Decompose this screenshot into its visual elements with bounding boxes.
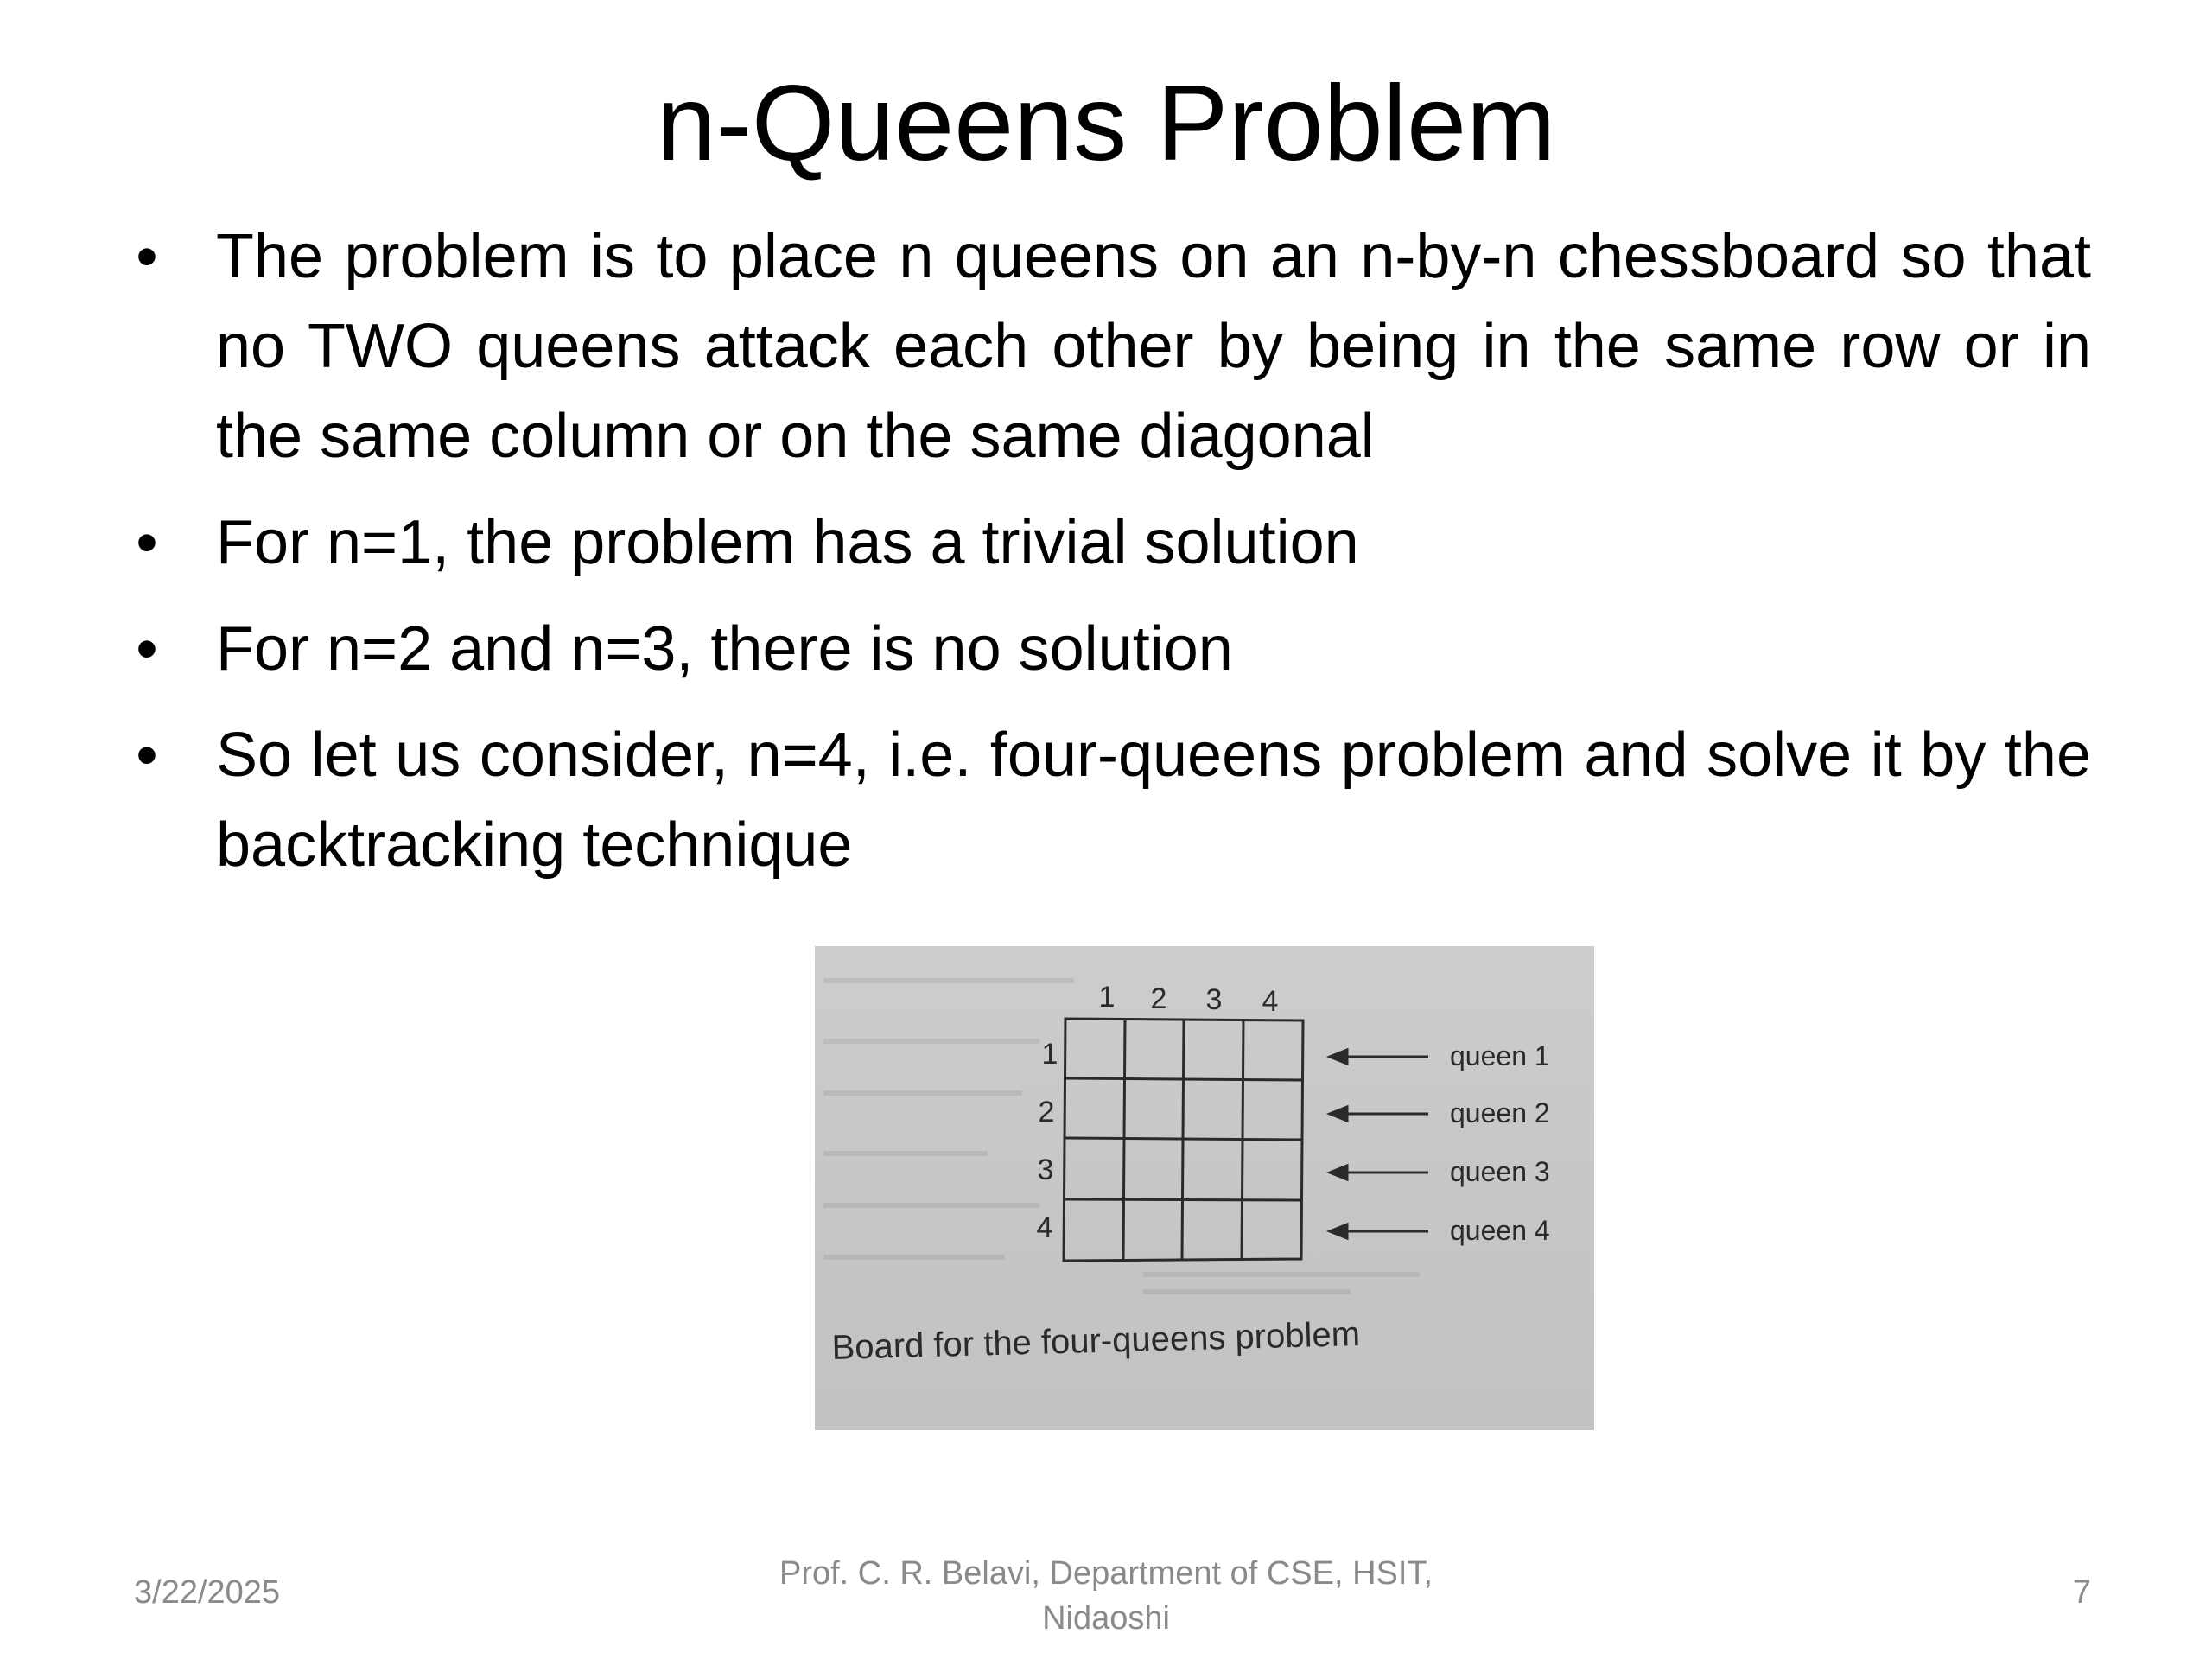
- bullet-item: [130, 604, 2091, 694]
- column-label: 4: [1262, 985, 1279, 1018]
- bullet-item: [130, 710, 2091, 890]
- board-diagram: [815, 946, 1594, 1430]
- row-label: 4: [1036, 1211, 1053, 1244]
- column-label: 1: [1098, 981, 1116, 1014]
- bullet-dot: •: [136, 614, 158, 683]
- queen-label: queen 2: [1450, 1097, 1550, 1128]
- footer-author: [760, 1551, 1452, 1641]
- footer-page-number: 7: [2072, 1574, 2091, 1611]
- footer-author-line: Prof. C. R. Belavi, Department of CSE, HSIT,: [779, 1555, 1433, 1592]
- bullet-item: [130, 498, 2091, 588]
- bullet-dot: •: [136, 721, 158, 790]
- background-ghost-text: [823, 981, 1420, 1292]
- queen-arrows: [1330, 1050, 1428, 1238]
- queen-label: queen 3: [1450, 1156, 1550, 1187]
- queen-label: queen 4: [1450, 1215, 1550, 1246]
- bullet-item: [130, 212, 2091, 481]
- column-label: 3: [1205, 983, 1223, 1016]
- bullet-dot: •: [136, 508, 158, 577]
- footer-author-line: Nidaoshi: [1042, 1600, 1170, 1637]
- slide-title: n-Queens Problem: [656, 64, 1556, 183]
- bullet-text: For n=1, the problem has a trivial solution: [216, 508, 1359, 577]
- bullet-list: [130, 212, 2091, 906]
- row-label: 1: [1041, 1038, 1058, 1071]
- chessboard-grid: [1064, 1019, 1303, 1261]
- queen-label: queen 1: [1450, 1040, 1550, 1071]
- column-label: 2: [1150, 982, 1167, 1015]
- row-label: 3: [1037, 1154, 1054, 1186]
- bullet-dot: •: [136, 222, 158, 291]
- four-queens-board-figure: [815, 946, 1594, 1430]
- bullet-text: So let us consider, n=4, i.e. four-queens problem and solve it by the backtracking technique: [216, 721, 2091, 880]
- figure-caption: Board for the four-queens problem: [831, 1315, 1361, 1367]
- footer-date: 3/22/2025: [134, 1574, 281, 1611]
- row-label: 2: [1038, 1096, 1055, 1128]
- bullet-text: The problem is to place n queens on an n-by-n chessboard so that no TWO queens attack each other by being in the same row or in the same column or on the same diagonal: [216, 222, 2091, 471]
- bullet-text: For n=2 and n=3, there is no solution: [216, 614, 1233, 683]
